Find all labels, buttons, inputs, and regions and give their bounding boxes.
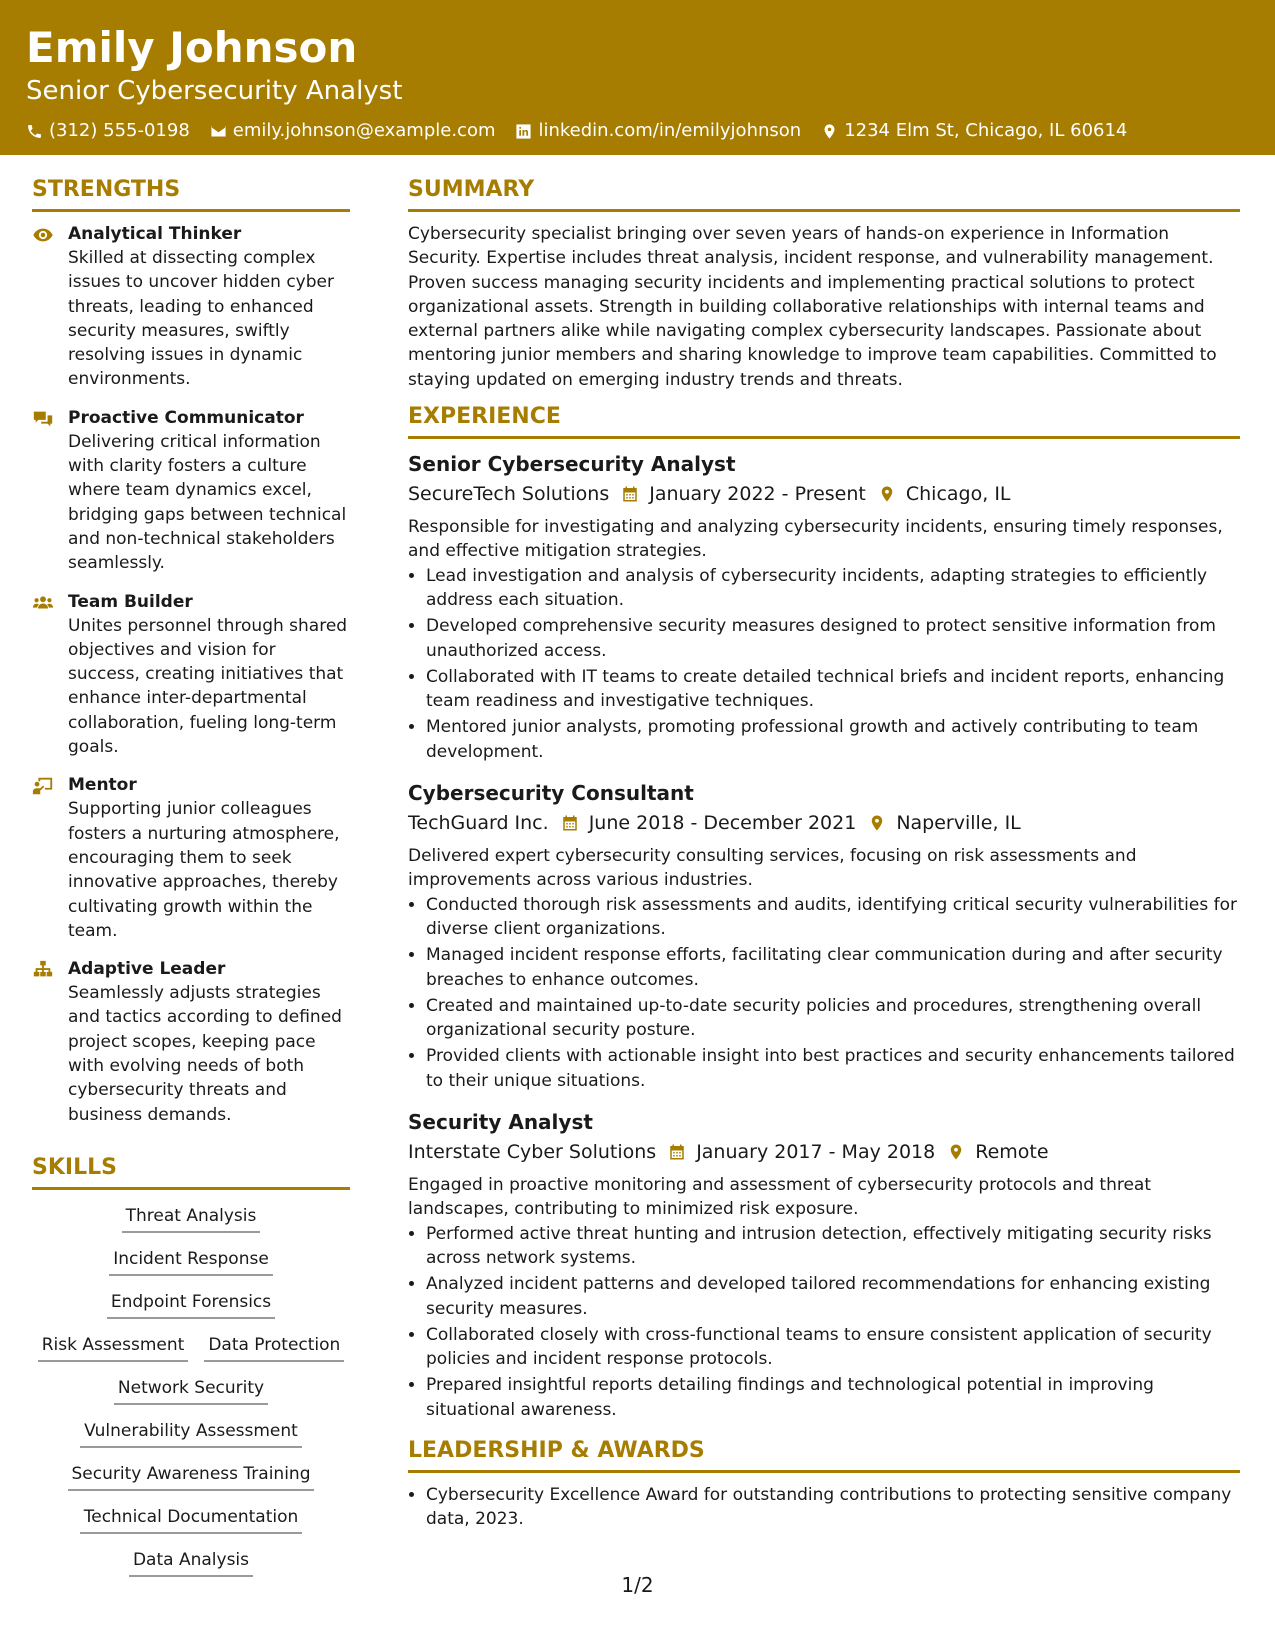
strength-desc: Delivering critical information with clarity fosters a culture where team dynamics excel, bridging gaps between technical and non-technical stakeholders seamlessly. — [68, 431, 347, 574]
strengths-heading: STRENGTHS — [32, 175, 350, 212]
summary-heading: SUMMARY — [408, 175, 1240, 212]
job-entry — [408, 1107, 1240, 1422]
strength-item — [32, 590, 350, 760]
job-location: Chicago, IL — [905, 483, 1011, 506]
job-title: Cybersecurity Consultant — [408, 781, 694, 806]
skill-tag: Data Analysis — [129, 1548, 253, 1577]
strength-title: Proactive Communicator — [68, 407, 304, 428]
sitemap-icon — [32, 959, 54, 981]
location-pin-icon — [821, 123, 838, 140]
strength-desc: Supporting junior colleagues fosters a nurturing atmosphere, encouraging them to seek innovative approaches, thereby cultivating growth within the team. — [68, 799, 340, 941]
comments-icon — [32, 408, 54, 430]
strength-title: Team Builder — [68, 591, 193, 612]
skill-tag: Threat Analysis — [122, 1204, 261, 1233]
users-icon — [32, 592, 54, 614]
job-location: Naperville, IL — [896, 812, 1021, 835]
job-meta — [408, 808, 1240, 838]
candidate-name: Emily Johnson — [26, 23, 358, 72]
resume-header — [0, 0, 1275, 155]
skill-tag: Incident Response — [109, 1247, 273, 1276]
skill-tag: Vulnerability Assessment — [80, 1419, 302, 1448]
job-company: Interstate Cyber Solutions — [408, 1141, 657, 1164]
contact-linkedin[interactable] — [515, 118, 801, 144]
job-dates: June 2018 - December 2021 — [588, 812, 857, 835]
job-dates: January 2017 - May 2018 — [696, 1141, 936, 1164]
contact-address-text: 1234 Elm St, Chicago, IL 60614 — [844, 120, 1128, 141]
skill-tag: Risk Assessment — [38, 1333, 189, 1362]
strength-item — [32, 957, 350, 1127]
skill-tag: Network Security — [114, 1376, 268, 1405]
job-bullets — [408, 893, 1240, 1093]
job-meta — [408, 1137, 1240, 1167]
job-title: Security Analyst — [408, 1110, 593, 1135]
job-desc: Engaged in proactive monitoring and assessment of cybersecurity protocols and threat landscapes, contributing to minimized risk exposure. — [408, 1175, 1152, 1220]
bullet-item: • Managed incident response efforts, facilitating clear communication during and after security breaches to enhance outcomes. — [426, 943, 1240, 992]
job-title: Senior Cybersecurity Analyst — [408, 452, 736, 477]
job-desc: Responsible for investigating and analyzing cybersecurity incidents, ensuring timely responses, and effective mitigation strategies. — [408, 517, 1223, 562]
experience-heading: EXPERIENCE — [408, 402, 1240, 439]
job-entry — [408, 449, 1240, 764]
strength-desc: Seamlessly adjusts strategies and tactics according to defined project scopes, keeping pace with evolving needs of both cybersecurity threats and business demands. — [68, 983, 342, 1125]
location-pin-icon — [868, 814, 886, 832]
strength-desc: Unites personnel through shared objectives and vision for success, creating initiatives that enhance inter-departmental collaboration, fueling long-term goals. — [68, 615, 348, 758]
calendar-icon — [668, 1143, 686, 1161]
left-column — [32, 175, 350, 1577]
strength-item — [32, 773, 350, 943]
skills-heading: SKILLS — [32, 1153, 350, 1190]
eye-icon — [32, 224, 54, 246]
job-entry — [408, 778, 1240, 1093]
awards-heading: LEADERSHIP & AWARDS — [408, 1436, 1240, 1473]
chalkboard-teacher-icon — [32, 775, 54, 797]
job-desc: Delivered expert cybersecurity consulting services, focusing on risk assessments and improvements across various industries. — [408, 846, 1137, 891]
job-location: Remote — [975, 1141, 1049, 1164]
bullet-item: • Lead investigation and analysis of cybersecurity incidents, adapting strategies to efficiently address each situation. — [426, 564, 1240, 613]
summary-text: Cybersecurity specialist bringing over seven years of hands-on experience in Information Security. Expertise includes threat analysis, incident response, and vulnerability management. Proven success managing security incidents and implementing practical solutions to protect organizational assets. Strength in building collaborative relationships with internal teams and external partners alike while navigating complex cybersecurity landscapes. Passionate about mentoring junior members and sharing knowledge to improve team capabilities. Committed to staying updated on emerging industry trends and threats. — [408, 224, 1217, 390]
location-pin-icon — [878, 485, 896, 503]
skill-tag: Endpoint Forensics — [107, 1290, 275, 1319]
strength-item — [32, 406, 350, 576]
linkedin-icon — [515, 123, 532, 140]
bullet-item: • Collaborated closely with cross-functional teams to ensure consistent application of security policies and incident response protocols. — [426, 1323, 1240, 1372]
bullet-item: • Performed active threat hunting and intrusion detection, effectively mitigating security risks across network systems. — [426, 1222, 1240, 1271]
contact-email[interactable] — [210, 118, 496, 144]
contact-phone-text: (312) 555-0198 — [49, 120, 190, 141]
envelope-icon — [210, 123, 227, 140]
strength-title: Analytical Thinker — [68, 224, 242, 244]
strength-title: Mentor — [68, 775, 137, 796]
skill-tag: Data Protection — [204, 1333, 344, 1362]
calendar-icon — [561, 814, 579, 832]
bullet-item: • Mentored junior analysts, promoting professional growth and actively contributing to team development. — [426, 715, 1240, 764]
calendar-icon — [621, 485, 639, 503]
contact-phone[interactable] — [26, 118, 190, 144]
page-number: 1/2 — [621, 1573, 654, 1597]
candidate-title: Senior Cybersecurity Analyst — [26, 76, 403, 106]
contact-email-text: emily.johnson@example.com — [232, 120, 496, 141]
bullet-item: • Prepared insightful reports detailing findings and technological potential in improving situational awareness. — [426, 1373, 1240, 1422]
contact-linkedin-text: linkedin.com/in/emilyjohnson — [538, 120, 802, 141]
bullet-item: • Created and maintained up-to-date security policies and procedures, strengthening overall organizational security posture. — [426, 994, 1240, 1043]
contact-address — [821, 118, 1127, 144]
phone-icon — [26, 123, 43, 140]
award-item: • Cybersecurity Excellence Award for outstanding contributions to protecting sensitive company data, 2023. — [426, 1483, 1240, 1532]
skills-list — [32, 1200, 350, 1577]
bullet-item: • Conducted thorough risk assessments and audits, identifying critical security vulnerabilities for diverse client organizations. — [426, 893, 1240, 942]
bullet-item: • Analyzed incident patterns and developed tailored recommendations for enhancing existing security measures. — [426, 1272, 1240, 1321]
skill-tag: Security Awareness Training — [68, 1462, 315, 1491]
bullet-item: • Collaborated with IT teams to create detailed technical briefs and incident reports, enhancing team readiness and investigative techniques. — [426, 665, 1240, 714]
strength-desc: Skilled at dissecting complex issues to uncover hidden cyber threats, leading to enhanced security measures, swiftly resolving issues in dynamic environments. — [68, 248, 334, 390]
job-meta — [408, 479, 1240, 509]
awards-list — [408, 1483, 1240, 1532]
skill-tag: Technical Documentation — [80, 1505, 303, 1534]
right-column — [408, 175, 1240, 1534]
contact-bar — [26, 118, 1249, 144]
job-company: SecureTech Solutions — [408, 483, 610, 506]
job-dates: January 2022 - Present — [649, 483, 866, 506]
strength-item — [32, 222, 350, 392]
location-pin-icon — [947, 1143, 965, 1161]
strength-title: Adaptive Leader — [68, 959, 226, 980]
bullet-item: • Provided clients with actionable insight into best practices and security enhancements tailored to their unique situations. — [426, 1044, 1240, 1093]
job-company: TechGuard Inc. — [408, 812, 549, 835]
job-bullets — [408, 1222, 1240, 1422]
job-bullets — [408, 564, 1240, 764]
bullet-item: • Developed comprehensive security measures designed to protect sensitive information from unauthorized access. — [426, 614, 1240, 663]
